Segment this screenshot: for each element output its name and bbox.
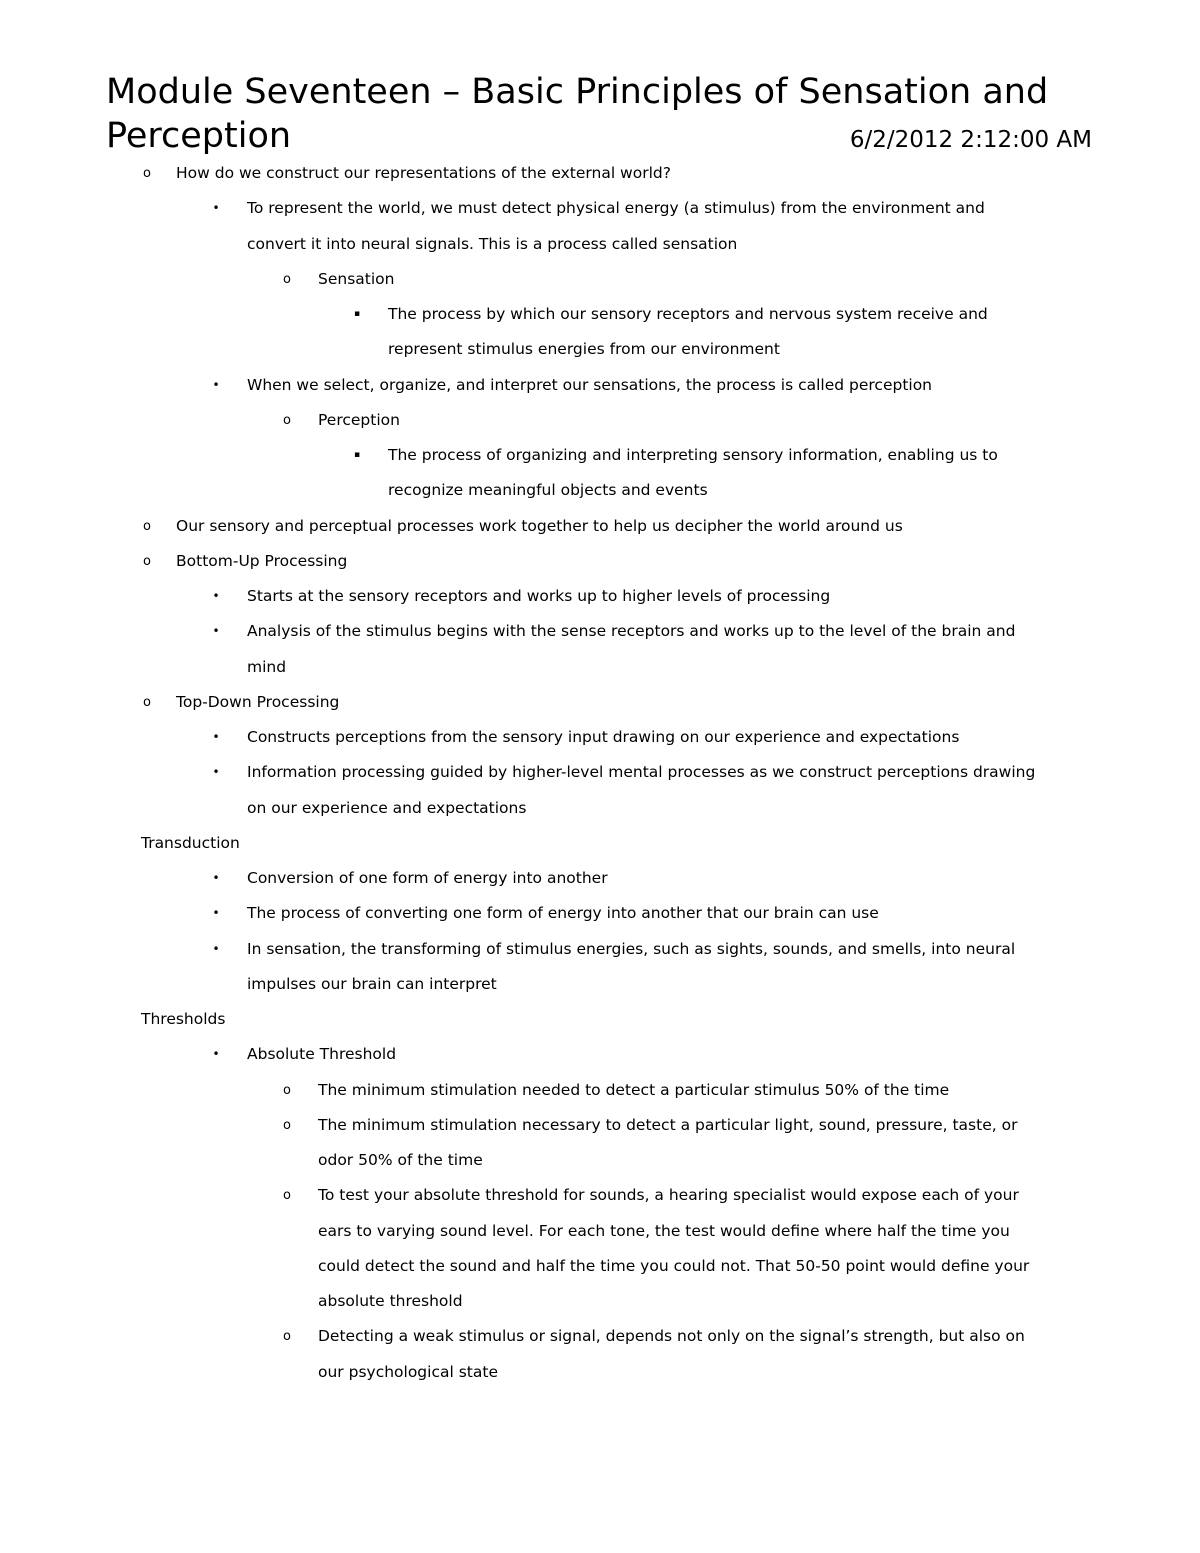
list-item-text: Top-Down Processing <box>176 692 340 711</box>
list-item-text: mind <box>247 657 287 676</box>
list-bullet-icon: • <box>212 1047 220 1062</box>
list-bullet-icon: ▪ <box>353 309 361 319</box>
list-item-text: Perception <box>318 410 400 429</box>
list-item-text: Sensation <box>318 269 395 288</box>
list-bullet-icon: • <box>212 765 220 780</box>
list-bullet-icon: ▪ <box>353 450 361 460</box>
list-item-text: When we select, organize, and interpret our sensations, the process is called perception <box>247 375 933 394</box>
list-bullet-icon: o <box>283 271 291 287</box>
section-heading: Thresholds <box>141 1010 226 1028</box>
list-bullet-icon: • <box>212 941 220 956</box>
list-item-text: Constructs perceptions from the sensory input drawing on our experience and expectations <box>247 728 960 746</box>
list-item-text: odor 50% of the time <box>318 1151 483 1169</box>
list-item-text: Information processing guided by higher-level mental processes as we construct perceptions drawing <box>247 763 1036 782</box>
list-item-text: Our sensory and perceptual processes work together to help us decipher the world around us <box>176 516 903 535</box>
list-bullet-icon: o <box>143 694 151 710</box>
list-item-text: The minimum stimulation needed to detect a particular stimulus 50% of the time <box>318 1080 950 1099</box>
list-item-text: The process by which our sensory receptors and nervous system receive and <box>388 305 988 323</box>
list-item-text: Absolute Threshold <box>247 1045 397 1064</box>
list-item-text: recognize meaningful objects and events <box>388 481 708 500</box>
list-bullet-icon: o <box>283 412 291 428</box>
list-item-text: could detect the sound and half the time you could not. That 50-50 point would define your <box>318 1256 1030 1275</box>
list-item-text: To represent the world, we must detect physical energy (a stimulus) from the environment and <box>247 199 985 218</box>
document-datetime: 6/2/2012 2:12:00 AM <box>849 127 1092 153</box>
list-bullet-icon: o <box>283 1117 291 1133</box>
list-item-text: ears to varying sound level. For each tone, the test would define where half the time you <box>318 1221 1010 1240</box>
list-item-text: Starts at the sensory receptors and works up to higher levels of processing <box>247 587 831 605</box>
list-item-text: absolute threshold <box>318 1292 463 1310</box>
list-bullet-icon: • <box>212 624 220 639</box>
list-bullet-icon: • <box>212 589 220 603</box>
list-item-text: Bottom-Up Processing <box>176 551 348 570</box>
list-bullet-icon: o <box>143 553 151 569</box>
list-bullet-icon: • <box>212 730 220 744</box>
list-item-text: Conversion of one form of energy into another <box>247 869 608 887</box>
list-bullet-icon: • <box>212 906 220 921</box>
list-item-text: our psychological state <box>318 1362 498 1381</box>
list-item-text: The process of organizing and interpreting sensory information, enabling us to <box>388 446 998 464</box>
list-item-text: on our experience and expectations <box>247 798 527 817</box>
list-item-text: convert it into neural signals. This is a process called sensation <box>247 234 738 253</box>
list-bullet-icon: o <box>143 518 151 534</box>
list-item-text: The minimum stimulation necessary to detect a particular light, sound, pressure, taste, or <box>318 1115 1018 1134</box>
list-bullet-icon: • <box>212 871 220 885</box>
list-item-text: Detecting a weak stimulus or signal, depends not only on the signal’s strength, but also on <box>318 1327 1025 1346</box>
section-heading: Transduction <box>141 833 240 852</box>
list-bullet-icon: • <box>212 201 220 216</box>
list-bullet-icon: • <box>212 377 220 392</box>
page-title: Module Seventeen – Basic Principles of Sensation and Perception <box>106 72 1049 156</box>
list-item-text: In sensation, the transforming of stimulus energies, such as sights, sounds, and smells, into neural <box>247 939 1016 958</box>
list-bullet-icon: o <box>143 166 151 181</box>
list-item-text: The process of converting one form of energy into another that our brain can use <box>247 904 879 923</box>
list-bullet-icon: o <box>283 1082 291 1098</box>
list-bullet-icon: o <box>283 1329 291 1345</box>
list-item-text: Analysis of the stimulus begins with the sense receptors and works up to the level of the brain and <box>247 622 1016 641</box>
list-item-text: How do we construct our representations of the external world? <box>176 164 671 182</box>
list-item-text: impulses our brain can interpret <box>247 974 497 993</box>
list-item-text: To test your absolute threshold for sounds, a hearing specialist would expose each of your <box>318 1186 1019 1205</box>
list-item-text: represent stimulus energies from our environment <box>388 340 780 359</box>
list-bullet-icon: o <box>283 1188 291 1204</box>
